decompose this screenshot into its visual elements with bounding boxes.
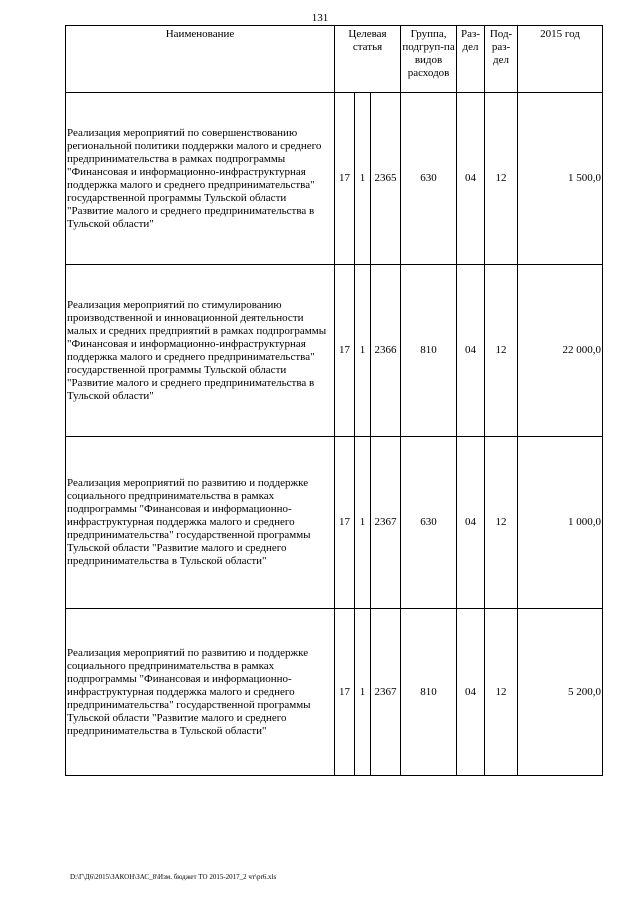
row-group: 630 [401,437,457,609]
row-group: 810 [401,609,457,776]
row-code-item: 2367 [371,437,401,609]
header-year: 2015 год [518,26,603,93]
row-subsection: 12 [485,93,518,265]
budget-table [65,25,603,776]
row-code-subprogram: 1 [355,437,371,609]
table-row [66,609,603,776]
row-subsection: 12 [485,265,518,437]
row-code-program: 17 [335,93,355,265]
row-group: 810 [401,265,457,437]
row-amount: 1 000,0 [518,437,603,609]
row-name: Реализация мероприятий по совершенствованию региональной политики поддержки малого и среднего предпринимательства в рамках подпрограммы "Финансовая и информационно-инфраструктурная поддержка малого и среднего предпринимательства" государственной программы Тульской области "Развитие малого и среднего предпринимательства в Тульской области" [66,93,335,265]
table-row [66,265,603,437]
header-section: Раз-дел [457,26,485,93]
row-code-subprogram: 1 [355,609,371,776]
header-subsection: Под-раз-дел [485,26,518,93]
row-subsection: 12 [485,437,518,609]
row-amount: 1 500,0 [518,93,603,265]
row-section: 04 [457,437,485,609]
row-section: 04 [457,609,485,776]
row-code-subprogram: 1 [355,265,371,437]
row-subsection: 12 [485,609,518,776]
header-name: Наименование [66,26,335,93]
row-group: 630 [401,93,457,265]
table-header-row [66,26,603,93]
row-code-item: 2367 [371,609,401,776]
page-number: 131 [311,12,329,24]
row-code-program: 17 [335,609,355,776]
row-name: Реализация мероприятий по развитию и поддержке социального предпринимательства в рамках подпрограммы "Финансовая и информационно-инфраструктурная поддержка малого и среднего предпринимательства" государственной программы Тульской области "Развитие малого и среднего предпринимательства в Тульской области" [66,609,335,776]
header-target: Целевая статья [335,26,401,93]
row-name: Реализация мероприятий по развитию и поддержке социального предпринимательства в рамках подпрограммы "Финансовая и информационно-инфраструктурная поддержка малого и среднего предпринимательства" государственной программы Тульской области "Развитие малого и среднего предпринимательства в Тульской области" [66,437,335,609]
row-code-program: 17 [335,265,355,437]
row-code-item: 2365 [371,93,401,265]
row-amount: 22 000,0 [518,265,603,437]
file-path-footer: D:\Г\Д6\2015\ЗАКОН\ЗАС_8\Изм. бюджет ТО 2015-2017_2 чт\pr6.xls [70,873,277,881]
row-name: Реализация мероприятий по стимулированию производственной и инновационной деятельности малых и средних предприятий в рамках подпрограммы "Финансовая и информационно-инфраструктурная поддержка малого и среднего предпринимательства" государственной программы Тульской области "Развитие малого и среднего предпринимательства в Тульской области" [66,265,335,437]
row-code-item: 2366 [371,265,401,437]
table-row [66,437,603,609]
row-code-program: 17 [335,437,355,609]
header-group: Группа, подгруп-па видов расходов [401,26,457,93]
row-code-subprogram: 1 [355,93,371,265]
table-row [66,93,603,265]
row-amount: 5 200,0 [518,609,603,776]
row-section: 04 [457,265,485,437]
row-section: 04 [457,93,485,265]
